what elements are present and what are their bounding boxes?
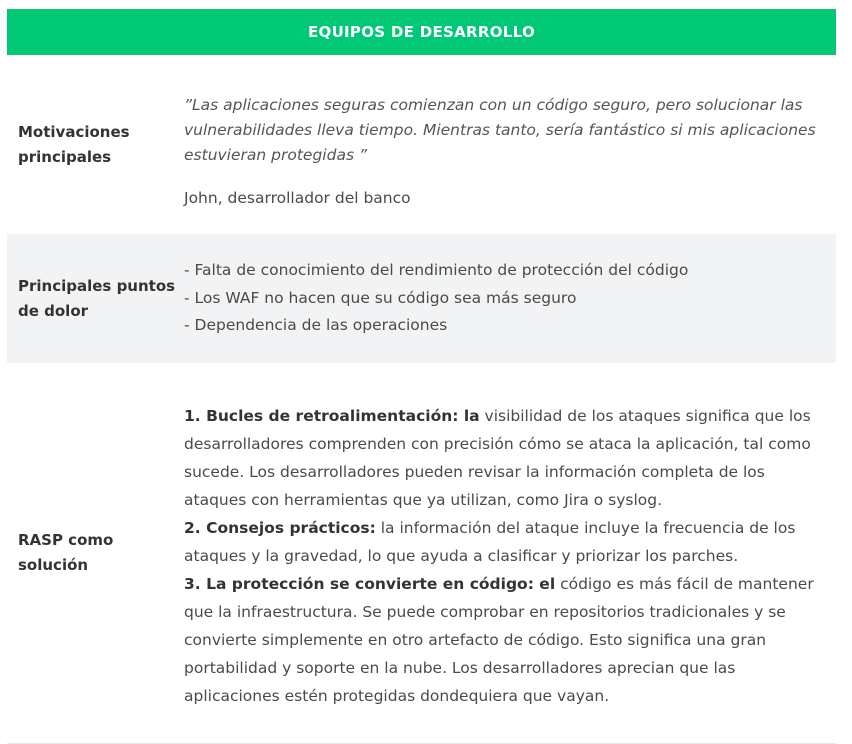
solution-point-title: 1. Bucles de retroalimentación: la xyxy=(184,407,480,425)
solution-point xyxy=(184,402,826,514)
row-label-pain-points: Principales puntos de dolor xyxy=(18,276,176,320)
solution-point-text: visibilidad de los ataques significa que los desarrolladores comprenden con precisión cómo se ataca la aplicación, tal como sucede. Los desarrolladores pueden revisar la información completa de los ataques con herramientas que ya utilizan, como Jira o syslog. xyxy=(184,407,811,509)
table-row-pain-points xyxy=(7,234,836,363)
table-row-motivations xyxy=(7,55,836,234)
row-content-rasp xyxy=(184,396,836,710)
solution-point-title: 2. Consejos prácticos: xyxy=(184,519,376,537)
row-label-rasp: RASP como solución xyxy=(18,531,114,574)
solution-point xyxy=(184,514,826,570)
row-content-motivations xyxy=(184,79,836,211)
solution-point-text: código es más fácil de mantener que la infraestructura. Se puede comprobar en repositorios tradicionales y se convierte simplemente en otro artefacto de código. Esto significa una gran portabilidad y soporte en la nube. Los desarrolladores aprecian que las aplicaciones estén protegidas dondequiera que vayan. xyxy=(184,575,814,705)
pain-point-item: - Falta de conocimiento del rendimiento de protección del código xyxy=(184,261,689,280)
table-row-rasp-solution xyxy=(7,363,836,743)
table-header xyxy=(7,9,836,55)
solution-point xyxy=(184,570,826,710)
row-content-pain-points xyxy=(184,257,836,340)
quote-author: John, desarrollador del banco xyxy=(184,188,411,207)
developer-teams-table xyxy=(7,9,836,744)
solution-point-title: 3. La protección se convierte en código: el xyxy=(184,575,556,593)
row-label-motivations: Motivaciones principales xyxy=(18,122,130,166)
motivation-quote: ”Las aplicaciones seguras comienzan con un código seguro, pero solucionar las vulnerabilidades lleva tiempo. Mientras tanto, sería fantástico si mis aplicaciones estuvieran protegidas ” xyxy=(184,95,816,164)
solution-point-text: la información del ataque incluye la frecuencia de los ataques y la gravedad, lo que ayuda a clasificar y priorizar los parches. xyxy=(184,519,796,565)
pain-point-item: - Dependencia de las operaciones xyxy=(184,316,448,335)
pain-point-item: - Los WAF no hacen que su código sea más seguro xyxy=(184,288,577,307)
table-title: EQUIPOS DE DESARROLLO xyxy=(307,23,536,41)
